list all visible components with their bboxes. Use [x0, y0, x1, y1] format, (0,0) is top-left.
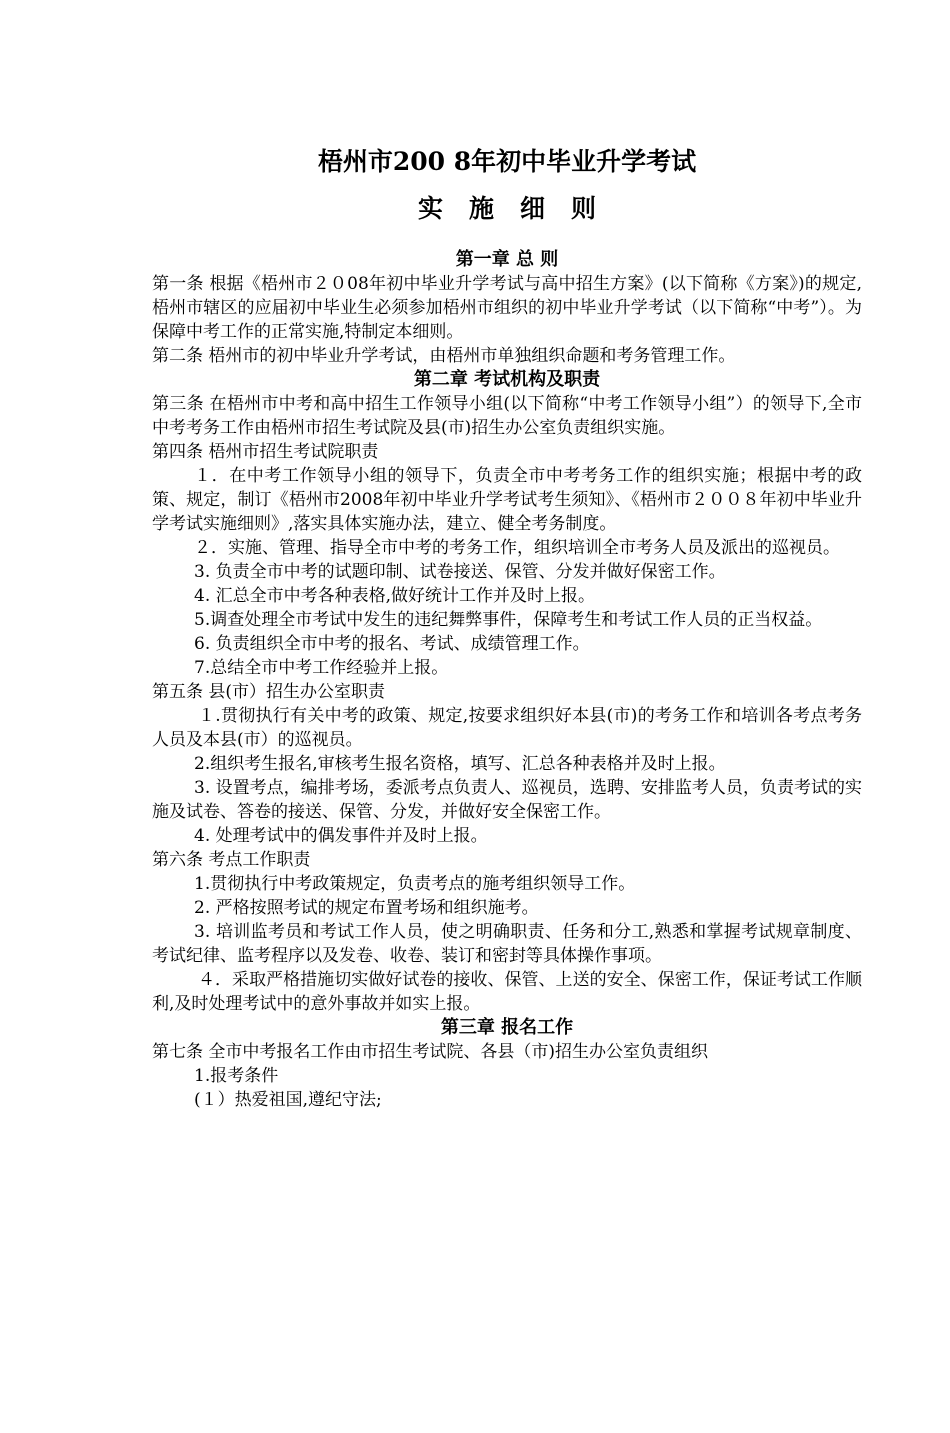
article-4-item-6: 6. 负责组织全市中考的报名、考试、成绩管理工作。 [194, 634, 590, 654]
article-4-item-3: 3. 负责全市中考的试题印制、试卷接送、保管、分发并做好保密工作。 [194, 562, 726, 582]
article-5-item-3: 3. 设置考点，编排考场，委派考点负责人、巡视员，选聘、安排监考人员，负责考试的实施及试卷、答卷的接送、保管、分发，并做好安全保密工作。 [152, 778, 862, 822]
article-5-item-1: １.贯彻执行有关中考的政策、规定,按要求组织好本县(市)的考务工作和培训各考点考务人员及本县(市）的巡视员。 [152, 706, 862, 750]
article-7-item-1-sub-1: (１）热爱祖国,遵纪守法; [194, 1090, 382, 1110]
article-3: 第三条 在梧州市中考和高中招生工作领导小组(以下简称“中考工作领导小组”）的领导下,全市中考考务工作由梧州市招生考试院及县(市)招生办公室负责组织实施。 [152, 394, 862, 438]
article-5-item-2: 2.组织考生报名,审核考生报名资格，填写、汇总各种表格并及时上报。 [194, 754, 726, 774]
article-5-item-4: 4. 处理考试中的偶发事件并及时上报。 [194, 826, 488, 846]
article-6-item-1: 1.贯彻执行中考政策规定，负责考点的施考组织领导工作。 [194, 874, 636, 894]
article-1: 第一条 根据《梧州市２０08年初中毕业升学考试与高中招生方案》(以下简称《方案》)的规定,梧州市辖区的应届初中毕业生必须参加梧州市组织的初中毕业升学考试（以下简称“中考”）。为保障中考工作的正常实施,特制定本细则。 [152, 274, 862, 342]
chapter-3-heading: 第三章 报名工作 [440, 1017, 574, 1038]
article-2: 第二条 梧州市的初中毕业升学考试，由梧州市单独组织命题和考务管理工作。 [152, 346, 736, 366]
article-5: 第五条 县(市）招生办公室职责 [152, 682, 386, 702]
article-6: 第六条 考点工作职责 [152, 850, 311, 870]
article-6-item-4: ４．采取严格措施切实做好试卷的接收、保管、上送的安全、保密工作，保证考试工作顺利,及时处理考试中的意外事故并如实上报。 [152, 970, 862, 1014]
chapter-1-heading: 第一章 总 则 [455, 249, 559, 270]
article-6-item-3: 3. 培训监考员和考试工作人员，使之明确职责、任务和分工,熟悉和掌握考试规章制度、考试纪律、监考程序以及发卷、收卷、装订和密封等具体操作事项。 [152, 922, 862, 966]
article-4-item-1: １．在中考工作领导小组的领导下，负责全市中考考务工作的组织实施；根据中考的政策、规定，制订《梧州市2008年初中毕业升学考试考生须知》、《梧州市２００８年初中毕业升学考试实施细则》,落实具体实施办法，建立、健全考务制度。 [152, 466, 862, 534]
article-7: 第七条 全市中考报名工作由市招生考试院、各县（市)招生办公室负责组织 [152, 1042, 709, 1062]
article-7-item-1: 1.报考条件 [194, 1066, 279, 1086]
article-4-item-2: ２．实施、管理、指导全市中考的考务工作，组织培训全市考务人员及派出的巡视员。 [194, 538, 840, 558]
document-page [152, 140, 862, 1112]
document-title: 梧州市200 8年初中毕业升学考试 [317, 147, 697, 176]
article-4-item-5: 5.调查处理全市考试中发生的违纪舞弊事件，保障考生和考试工作人员的正当权益。 [194, 610, 823, 630]
chapter-2-heading: 第二章 考试机构及职责 [413, 369, 601, 390]
document-subtitle: 实施细则 [417, 194, 622, 223]
article-4-item-4: 4. 汇总全市中考各种表格,做好统计工作并及时上报。 [194, 586, 596, 606]
article-4: 第四条 梧州市招生考试院职责 [152, 442, 379, 462]
article-4-item-7: 7.总结全市中考工作经验并上报。 [194, 658, 449, 678]
article-6-item-2: 2. 严格按照考试的规定布置考场和组织施考。 [194, 898, 539, 918]
